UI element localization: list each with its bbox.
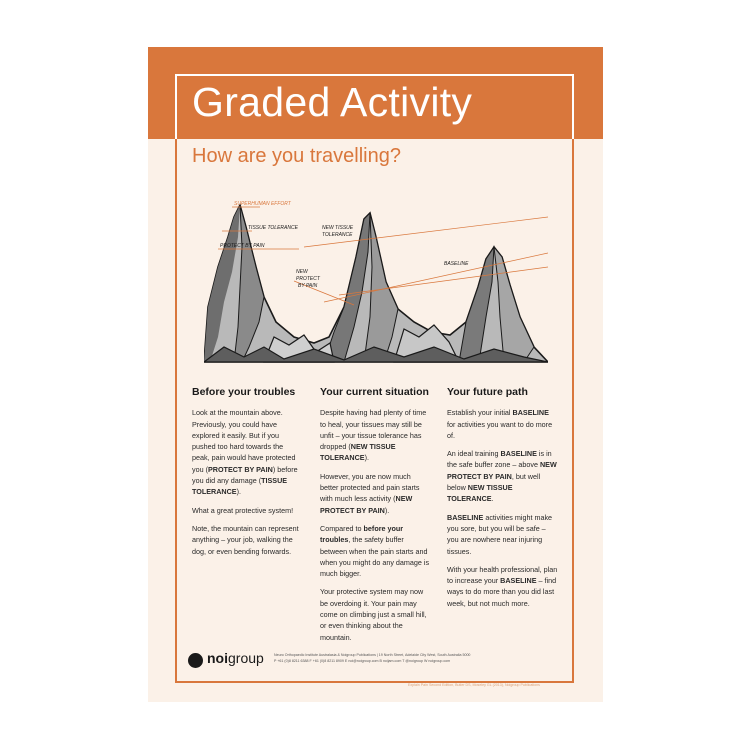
brand-logo: noigroup <box>207 650 264 666</box>
label-new-protect-2: PROTECT <box>296 276 320 282</box>
column-paragraph: With your health professional, plan to increase your BASELINE – find ways to do more than you did last week, but not much more. <box>447 564 558 608</box>
source-credit: Explain Pain Second Edition, Butler DS, Moseley GL (2013), Noigroup Publications <box>408 683 540 687</box>
poster <box>148 47 603 702</box>
label-new-tissue-2: TOLERANCE <box>322 232 353 238</box>
column-heading: Your current situation <box>320 386 429 398</box>
page-subtitle: How are you travelling? <box>192 145 401 167</box>
label-new-tissue-1: NEW TISSUE <box>322 225 354 231</box>
column-current-situation <box>320 387 430 650</box>
column-paragraph: Note, the mountain can represent anything – your job, walking the dog, or even bending forwards. <box>192 523 299 556</box>
column-before-troubles <box>192 387 302 564</box>
label-new-protect-1: NEW <box>296 269 308 275</box>
label-superhuman-effort: SUPERHUMAN EFFORT <box>234 201 291 207</box>
label-tissue-tolerance: TISSUE TOLERANCE <box>248 225 298 231</box>
label-new-protect-3: BY PAIN <box>298 283 318 289</box>
label-protect-by-pain: PROTECT BY PAIN <box>220 243 265 249</box>
column-paragraph: Look at the mountain above. Previously, you could have explored it easily. But if you pushed too hard towards the peak, pain would have protected you (PROTECT BY PAIN) before you did any damage (TISSUE TOLERANCE). <box>192 408 298 497</box>
column-paragraph: However, you are now much better protected and pain starts with much less activity (NEW PROTECT BY PAIN). <box>320 471 420 515</box>
footer <box>188 649 578 675</box>
noigroup-logo-icon <box>188 653 203 668</box>
column-paragraph: Your protective system may now be overdoing it. Your pain may come on climbing just a small hill, or even thinking about the mountain. <box>320 587 427 642</box>
page-title: Graded Activity <box>192 79 473 125</box>
column-paragraph: Compared to before your troubles, the safety buffer between when the pain starts and when you might do any damage is much bigger. <box>320 523 430 579</box>
column-heading: Before your troubles <box>192 386 296 398</box>
column-future-path <box>447 387 559 616</box>
footer-address: Neuro Orthopaedic Institute Australasia & Noigroup Publications | 19 North Street, Adelaide City West, South Australia 5000 P +61 (0)8 8211 6388 F +61 (0)8 8211 8909 E noi@noigroup.com B noijam.com T @noigroup W noigroup.com <box>274 653 471 663</box>
column-paragraph: BASELINE activities might make you sore, but you will be safe – you are nowhere near injuring tissues. <box>447 512 553 556</box>
column-paragraph: What a great protective system! <box>192 505 294 515</box>
column-paragraph: An ideal training BASELINE is in the safe buffer zone – above NEW PROTECT BY PAIN, but well below NEW TISSUE TOLERANCE. <box>447 449 557 504</box>
column-paragraph: Despite having had plenty of time to heal, your tissues may still be unfit – your tissue tolerance has dropped (NEW TISSUE TOLERANCE). <box>320 408 427 463</box>
column-paragraph: Establish your initial BASELINE for activities you want to do more of. <box>447 408 553 440</box>
mountain-illustration <box>204 197 548 367</box>
label-baseline: BASELINE <box>444 261 469 267</box>
column-heading: Your future path <box>447 386 528 398</box>
